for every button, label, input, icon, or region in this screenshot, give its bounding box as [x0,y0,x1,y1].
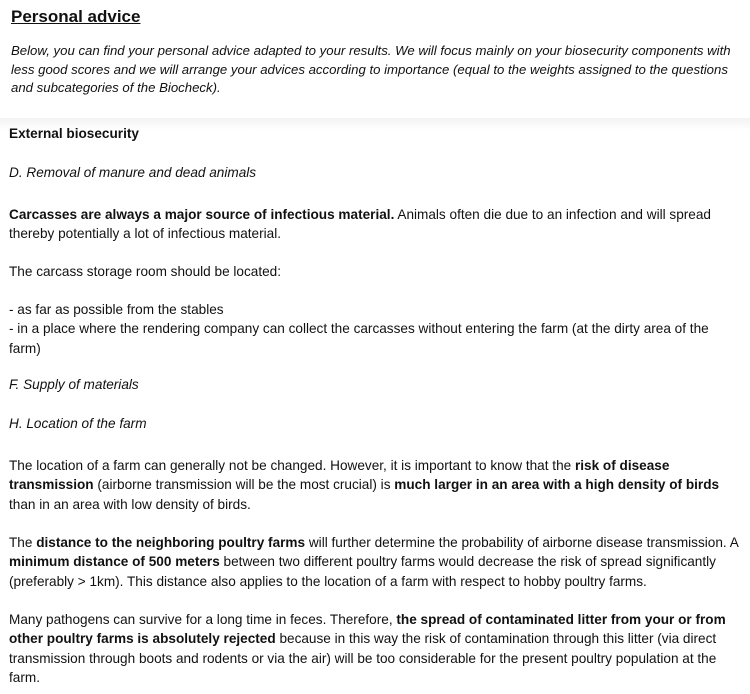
distance-paragraph [9,533,739,591]
bold-run: risk of disease transmission [9,458,670,493]
bold-run: minimum distance of 500 meters [9,554,220,570]
location-paragraph [9,456,739,514]
text-run: than in an area with low density of birds. [9,496,251,512]
text-run: because in this way the risk of contamination through this litter (via direct transmission through boots and rodents or via the air) will be too considerable for the present poultry population at the farm. [9,631,717,686]
text-run: Many pathogens can survive for a long time in feces. Therefore, [9,612,397,627]
storage-list [9,300,739,358]
text-run: The location of a farm can generally not be changed. However, it is important to know that the [9,458,575,473]
bold-run: distance to the neighboring poultry farms [36,535,306,550]
storage-item: - as far as possible from the stables [9,302,224,317]
storage-intro: The carcass storage room should be located: [9,264,282,279]
bold-run: the spread of contaminated litter from your or from other poultry farms is absolutely rejected [9,612,726,647]
text-run: will further determine the probability of airborne disease transmission. A [305,535,739,550]
carcasses-bold: Carcasses are always a major source of infectious material. [9,207,395,222]
intro-paragraph: Below, you can find your personal advice adapted to your results. We will focus mainly on your biosecurity components with less good scores and we will arrange your advices according to importance (equal to the weights assigned to the questions and subcategories of the Biocheck). [11,43,731,95]
page-title: Personal advice [11,7,141,26]
bold-run: much larger in an area with a high density of birds [394,477,720,493]
text-run: (airborne transmission will be the most crucial) is [93,477,395,493]
text-run: The [9,535,37,550]
subsection-location: H. Location of the farm [9,416,147,431]
subsection-removal: D. Removal of manure and dead animals [9,165,257,180]
text-run: between two different poultry farms would decrease the risk of spread significantly (preferably > 1km). This distance also applies to the location of a farm with respect to hobby poultry farms. [9,554,716,589]
carcasses-text: Animals often die due to an infection and will spread thereby potentially a lot of infectious material. [9,207,711,242]
subsection-supply: F. Supply of materials [9,377,139,392]
storage-item: - in a place where the rendering company can collect the carcasses without entering the farm (at the dirty area of the farm) [9,321,709,356]
section-heading: External biosecurity [9,126,139,141]
carcasses-paragraph [9,205,739,244]
litter-paragraph [9,610,739,688]
